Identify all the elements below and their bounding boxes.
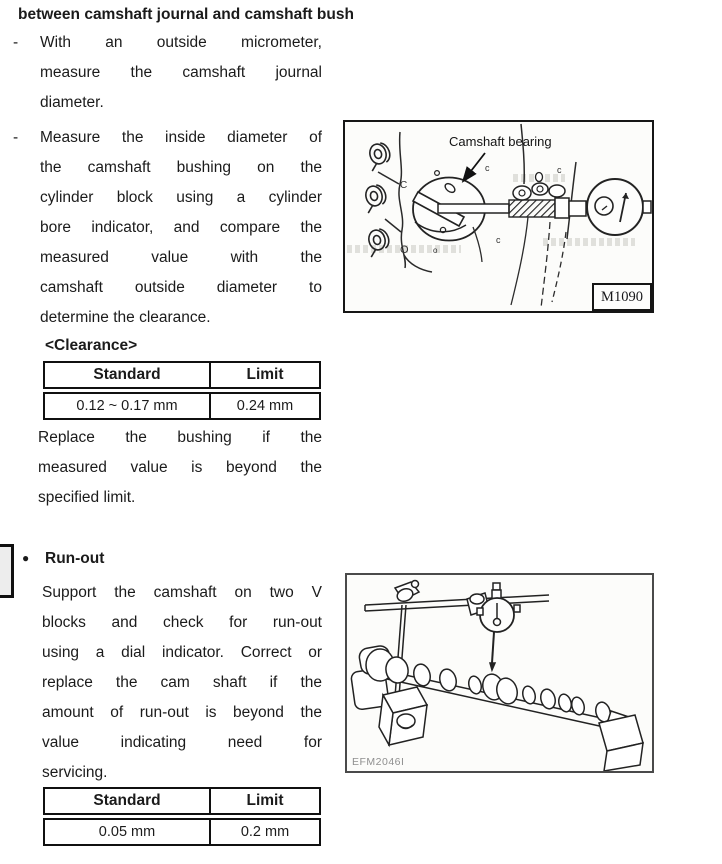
text-line: bore indicator, and compare the <box>40 219 322 236</box>
text-line: measure the camshaft journal <box>40 64 322 81</box>
text-line: Measure the inside diameter of <box>40 129 322 146</box>
standard-value: 0.05 mm <box>45 820 211 844</box>
magnetic-base <box>379 687 427 745</box>
limit-value: 0.2 mm <box>240 824 290 840</box>
figure1-code-box <box>592 283 652 311</box>
clearance-label: <Clearance> <box>45 337 138 354</box>
table-header-limit: Limit <box>246 366 284 383</box>
text-line: specified limit. <box>38 489 136 506</box>
standard-value: 0.12 ~ 0.17 mm <box>45 394 211 418</box>
svg-text:c: c <box>465 166 470 176</box>
replace-note <box>38 423 322 513</box>
table-header-row <box>43 787 321 815</box>
list-item-text <box>40 123 322 333</box>
limit-value: 0.24 mm <box>236 398 294 414</box>
camshaft-bearing-callout: Camshaft bearing <box>449 134 552 149</box>
runout-title: Run-out <box>45 550 105 567</box>
text-line: amount of run-out is beyond the <box>42 704 322 721</box>
runout-body <box>42 578 322 788</box>
right-support-block <box>599 715 643 771</box>
page-edge-box-fragment <box>0 544 14 598</box>
table-header-row <box>43 361 321 389</box>
page-heading: between camshaft journal and camshaft bush <box>18 6 354 23</box>
list-item-text <box>40 28 322 118</box>
text-line: measured value is beyond the <box>38 459 322 476</box>
stand-arm <box>365 581 549 616</box>
figure-camshaft-bearing <box>343 120 654 313</box>
figure2-code: EFM2046I <box>352 756 405 768</box>
text-line: Support the camshaft on two V <box>42 584 322 601</box>
text-line: camshaft outside diameter to <box>40 279 322 296</box>
text-line: blocks and check for run-out <box>42 614 322 631</box>
table-data-row <box>43 818 321 846</box>
table-header-standard: Standard <box>45 363 211 387</box>
text-line: determine the clearance. <box>40 309 211 326</box>
text-line: replace the cam shaft if the <box>42 674 322 691</box>
text-line: servicing. <box>42 764 108 781</box>
list-item-measure-bushing <box>13 123 322 333</box>
text-line: using a dial indicator. Correct or <box>42 644 322 661</box>
table-data-row <box>43 392 321 420</box>
text-line: cylinder block using a cylinder <box>40 189 322 206</box>
svg-text:C: C <box>400 180 408 191</box>
svg-text:c: c <box>496 235 501 245</box>
figure1-code: M1090 <box>601 288 643 305</box>
table-header-standard: Standard <box>45 789 211 813</box>
svg-text:c: c <box>557 165 562 175</box>
text-line: diameter. <box>40 94 104 111</box>
svg-text:O: O <box>400 244 409 256</box>
svg-text:o: o <box>433 246 438 255</box>
table-header-limit: Limit <box>246 792 284 809</box>
hand-sketch-lines <box>473 217 566 308</box>
text-line: the camshaft bushing on the <box>40 159 322 176</box>
dial-indicator <box>587 179 651 235</box>
figure2-line-art <box>347 575 652 771</box>
clearance-table <box>43 361 321 420</box>
runout-table <box>43 787 321 846</box>
bolt-holes <box>362 141 393 257</box>
dash-marker: - <box>13 34 19 51</box>
bullet-dot: ● <box>22 551 30 565</box>
text-line: value indicating need for <box>42 734 322 751</box>
figure-camshaft-runout <box>345 573 654 773</box>
text-line: measured value with the <box>40 249 322 266</box>
text-line: Replace the bushing if the <box>38 429 322 446</box>
list-item-measure-journal <box>13 28 322 118</box>
text-line: With an outside micrometer, <box>40 34 322 51</box>
svg-text:c: c <box>485 163 490 173</box>
dash-marker: - <box>13 129 19 146</box>
